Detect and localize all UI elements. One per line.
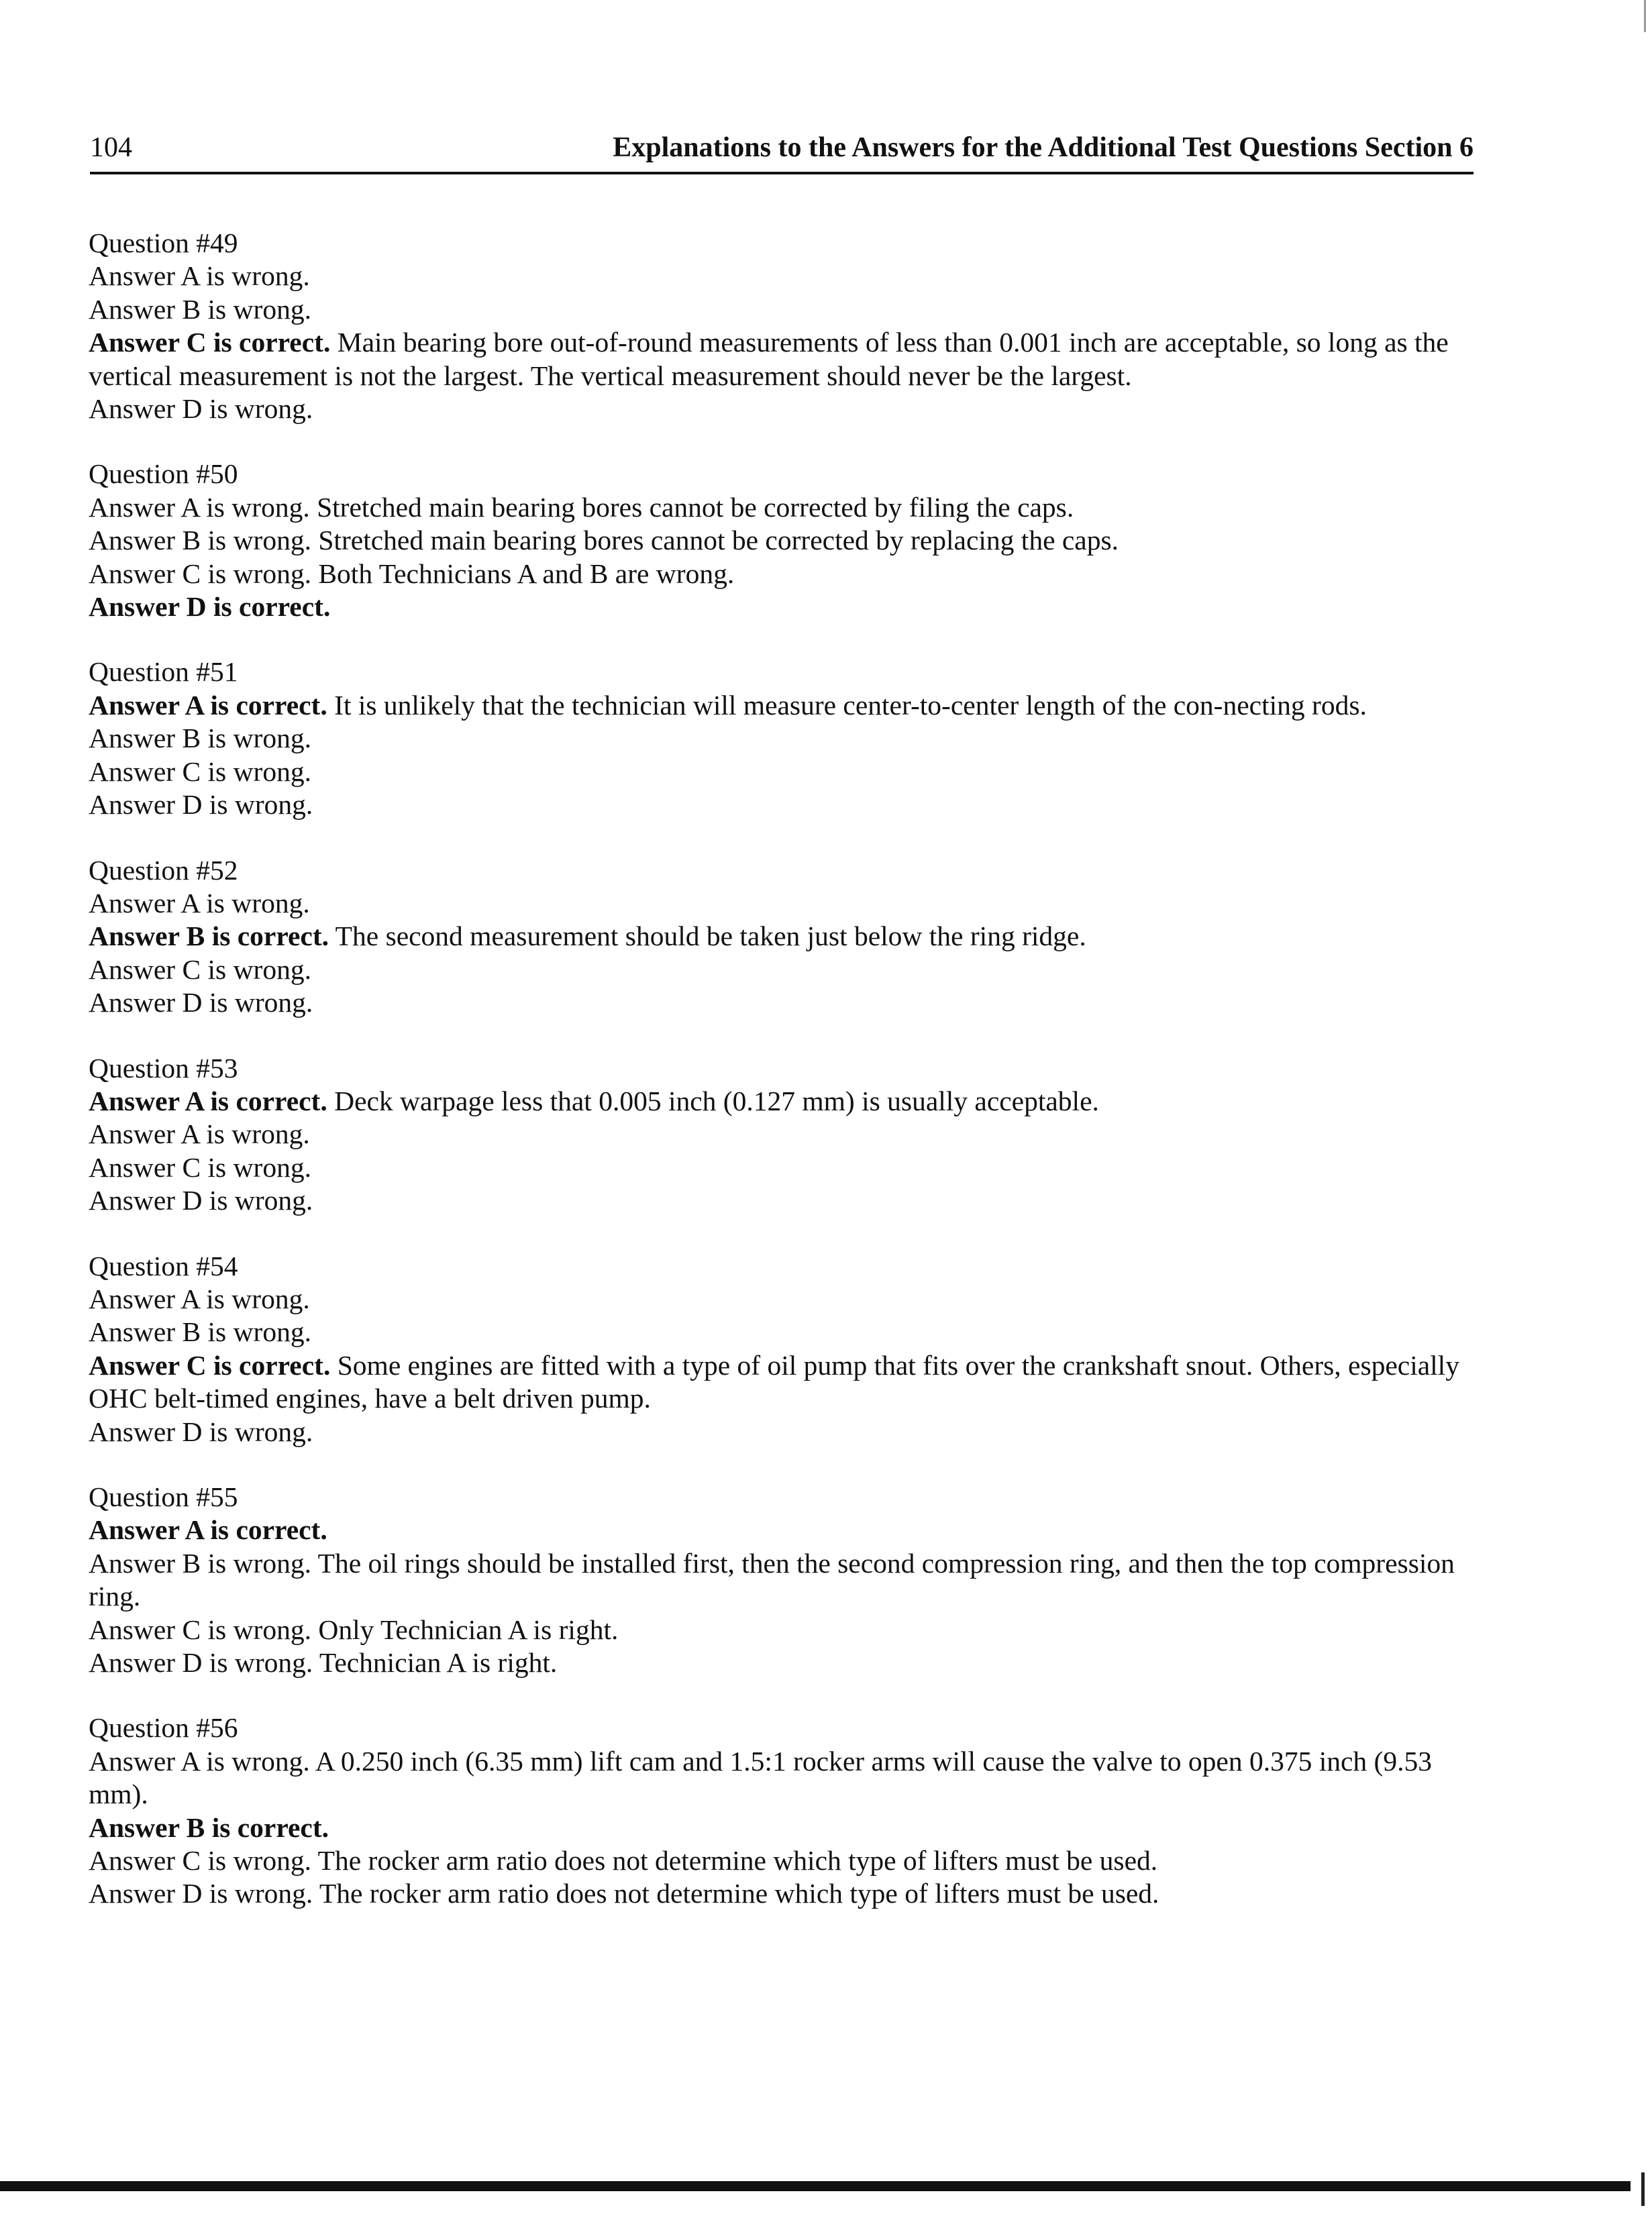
question-block [89, 1711, 1478, 1910]
answer-text: Answer C is wrong. [89, 1151, 311, 1183]
answer-text: Answer A is wrong. A 0.250 inch (6.35 mm) lift cam and 1.5:1 rocker arms will cause the valve to open 0.375 inch (9.53 mm). [89, 1745, 1432, 1810]
question-block [89, 1052, 1478, 1218]
answer-text: Answer B is wrong. Stretched main bearing bores cannot be corrected by replacing the caps. [89, 525, 1119, 556]
answer-line [89, 524, 1478, 557]
answer-line [89, 326, 1478, 392]
answer-line [89, 1877, 1478, 1910]
answer-line [89, 558, 1478, 590]
answer-lead: Answer C is correct. [89, 327, 331, 358]
answer-line [89, 1316, 1478, 1349]
page-number: 104 [90, 132, 132, 163]
header-rule [90, 172, 1474, 174]
answer-line [89, 953, 1478, 986]
question-block [89, 1481, 1478, 1679]
answer-text: Some engines are fitted with a type of oil pump that fits over the crankshaft snout. Others, especially OHC belt-timed engines, have a belt driven pump. [89, 1349, 1459, 1414]
answer-line [89, 1844, 1478, 1877]
question-block [89, 458, 1478, 623]
answer-line [89, 1547, 1478, 1614]
question-title: Question #54 [89, 1250, 238, 1281]
answer-line [89, 1349, 1478, 1416]
answer-text: Answer D is wrong. [89, 393, 313, 425]
answer-lead: Answer A is correct. [89, 1085, 327, 1116]
answer-line [89, 392, 1478, 425]
page-header [90, 127, 1474, 168]
answer-lead: Answer A is correct. [89, 1514, 327, 1546]
answer-line [89, 1184, 1478, 1217]
answer-lead: Answer B is correct. [89, 1811, 329, 1843]
question-title: Question #51 [89, 656, 238, 688]
answer-line [89, 1745, 1478, 1811]
answer-line [89, 887, 1478, 920]
answer-text: The second measurement should be taken just below the ring ridge. [329, 920, 1086, 952]
answer-line [89, 293, 1478, 326]
answer-text: Answer A is wrong. [89, 887, 310, 918]
scan-edge-mark [1644, 0, 1646, 32]
answer-line [89, 491, 1478, 524]
question-block [89, 1250, 1478, 1448]
answer-explanations [89, 227, 1478, 1943]
answer-text: Answer C is wrong. The rocker arm ratio does not determine which type of lifters must be used. [89, 1845, 1158, 1877]
question-block [89, 655, 1478, 821]
answer-line [89, 1118, 1478, 1151]
answer-text: Answer C is wrong. [89, 755, 311, 787]
answer-line [89, 1085, 1478, 1118]
answer-line [89, 260, 1478, 293]
answer-text: Answer A is wrong. [89, 1118, 310, 1150]
answer-lead: Answer C is correct. [89, 1349, 331, 1381]
answer-line [89, 590, 1478, 623]
answer-lead: Answer A is correct. [89, 689, 327, 721]
answer-line [89, 1151, 1478, 1184]
answer-text: It is unlikely that the technician will measure center-to-center length of the con-necting rods. [327, 689, 1367, 721]
question-title: Question #56 [89, 1712, 238, 1744]
answer-line [89, 1646, 1478, 1679]
answer-text: Answer D is wrong. [89, 987, 313, 1018]
answer-text: Answer B is wrong. The oil rings should be installed first, then the second compression ring, and then the top compression ring. [89, 1547, 1455, 1612]
answer-text: Answer D is wrong. [89, 1185, 313, 1216]
answer-line [89, 788, 1478, 821]
answer-line [89, 1514, 1478, 1546]
answer-text: Answer D is wrong. [89, 1416, 313, 1447]
question-block [89, 227, 1478, 425]
answer-text: Deck warpage less that 0.005 inch (0.127 mm) is usually acceptable. [327, 1085, 1099, 1116]
footer-rule [0, 2181, 1631, 2191]
answer-text: Answer A is wrong. [89, 1283, 310, 1314]
answer-text: Answer D is wrong. Technician A is right. [89, 1647, 558, 1679]
question-title: Question #53 [89, 1052, 238, 1084]
answer-line [89, 1416, 1478, 1448]
answer-lead: Answer D is correct. [89, 591, 331, 623]
answer-text: Answer C is wrong. Only Technician A is right. [89, 1614, 619, 1645]
answer-text: Answer B is wrong. [89, 293, 311, 325]
answer-line [89, 722, 1478, 755]
answer-text: Answer B is wrong. [89, 723, 311, 754]
answer-line [89, 1283, 1478, 1316]
answer-text: Answer A is wrong. Stretched main bearing bores cannot be corrected by filing the caps. [89, 491, 1074, 523]
running-head: Explanations to the Answers for the Additional Test Questions Section 6 [613, 132, 1474, 163]
answer-line [89, 920, 1478, 953]
answer-line [89, 755, 1478, 788]
answer-line [89, 1614, 1478, 1646]
answer-line [89, 1811, 1478, 1844]
answer-text: Answer B is wrong. [89, 1316, 311, 1348]
answer-text: Answer C is wrong. [89, 953, 311, 985]
answer-lead: Answer B is correct. [89, 920, 329, 952]
question-block [89, 854, 1478, 1020]
scan-edge-mark [1641, 2172, 1645, 2206]
answer-text: Answer D is wrong. The rocker arm ratio does not determine which type of lifters must be used. [89, 1878, 1159, 1909]
question-title: Question #50 [89, 458, 238, 490]
answer-text: Answer A is wrong. [89, 260, 310, 292]
answer-text: Answer D is wrong. [89, 789, 313, 821]
question-title: Question #49 [89, 227, 238, 258]
question-title: Question #55 [89, 1481, 238, 1512]
answer-text: Main bearing bore out-of-round measurements of less than 0.001 inch are acceptable, so long as the vertical measurement is not the largest. The vertical measurement should never be the largest. [89, 327, 1449, 391]
answer-line [89, 689, 1478, 722]
question-title: Question #52 [89, 854, 238, 886]
answer-text: Answer C is wrong. Both Technicians A and B are wrong. [89, 558, 735, 589]
answer-line [89, 986, 1478, 1019]
